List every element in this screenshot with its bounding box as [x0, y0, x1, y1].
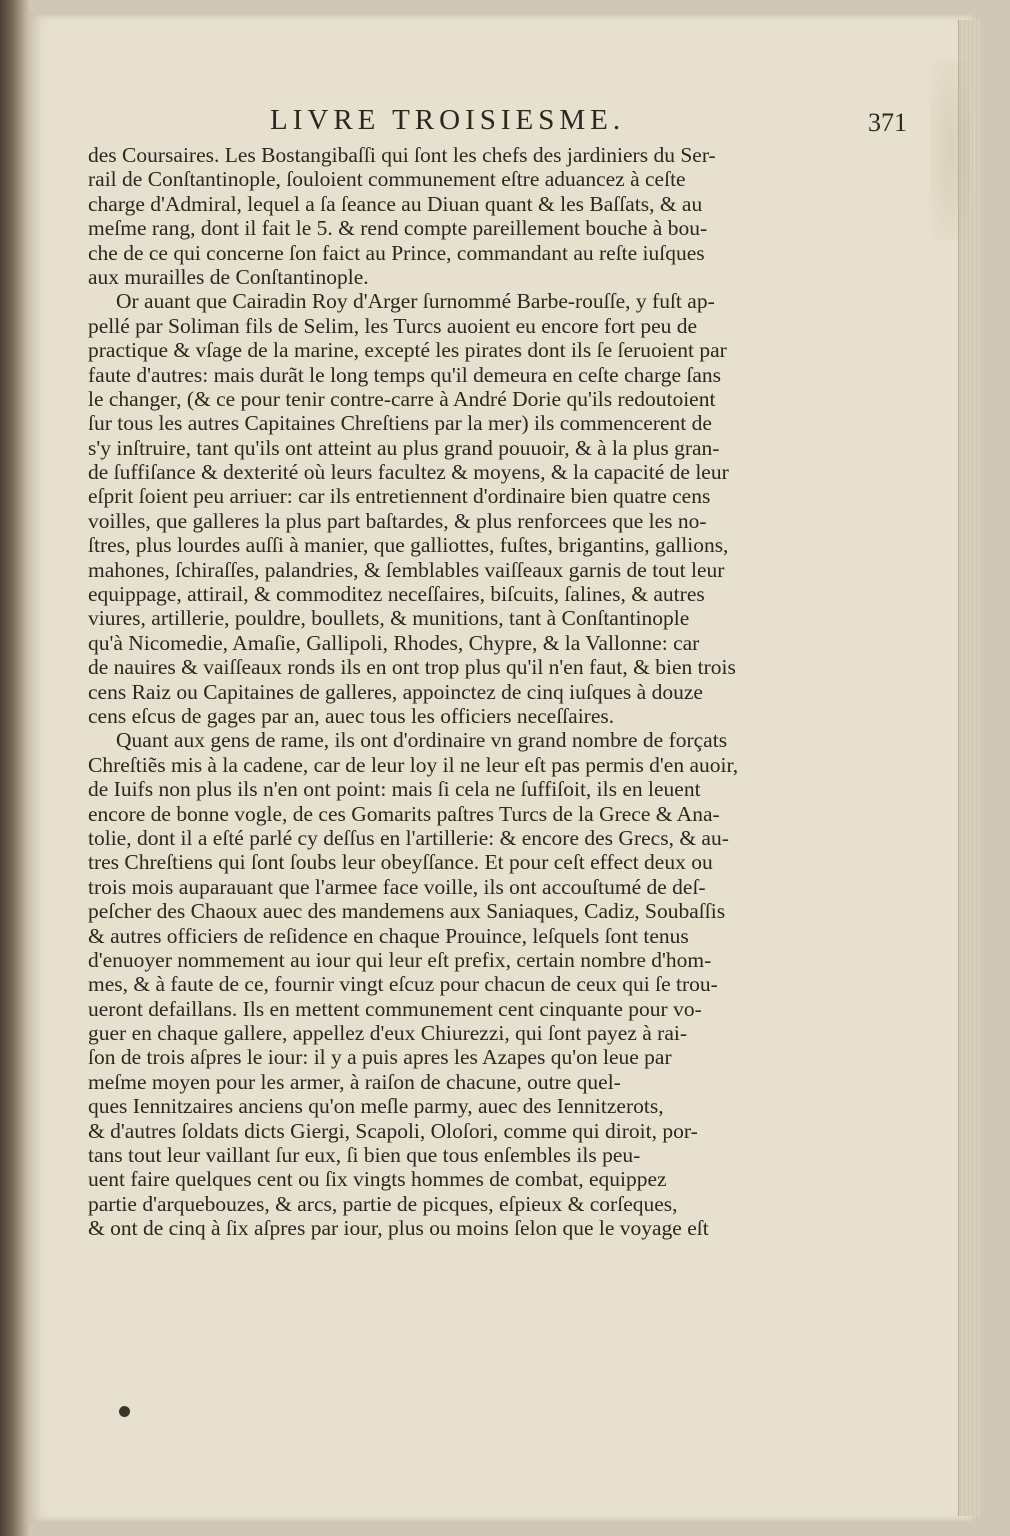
- text-line: qu'à Nicomedie, Amaſie, Gallipoli, Rhodes, Chypre, & la Vallonne: car: [88, 630, 700, 655]
- text-line: ques Iennitzaires anciens qu'on meſle parmy, auec des Iennitzerots,: [88, 1094, 664, 1119]
- text-line: Chreſtiẽs mis à la cadene, car de leur loy il ne leur eſt pas permis d'en auoir,: [88, 752, 739, 777]
- text-line: meſme rang, dont il fait le 5. & rend compte pareillement bouche à bou-: [88, 216, 708, 241]
- text-line: ſur tous les autres Capitaines Chreſtiens par la mer) ils commencerent de: [88, 411, 712, 436]
- text-line: Quant aux gens de rame, ils ont d'ordinaire vn grand nombre de forçats: [116, 728, 728, 753]
- text-line: eſprit ſoient peu arriuer: car ils entretiennent d'ordinaire bien quatre cens: [88, 484, 711, 509]
- text-line: cens eſcus de gages par an, auec tous les officiers neceſſaires.: [88, 703, 615, 728]
- text-line: de ſuffiſance & dexterité où leurs facultez & moyens, & la capacité de leur: [88, 460, 729, 485]
- text-line: practique & vſage de la marine, excepté les pirates dont ils ſe ſeruoient par: [88, 338, 727, 363]
- text-line: aux murailles de Conſtantinople.: [88, 264, 369, 289]
- text-line: & autres officiers de reſidence en chaque Prouince, leſquels ſont tenus: [88, 923, 689, 948]
- text-line: tolie, dont il a eſté parlé cy deſſus en l'artillerie: & encore des Grecs, & au-: [88, 825, 729, 850]
- text-line: cens Raiz ou Capitaines de galleres, appoinctez de cinq iuſques à douze: [88, 679, 703, 704]
- text-line: s'y inſtruire, tant qu'ils ont atteint au plus grand pouuoir, & à la plus gran-: [88, 435, 720, 460]
- text-line: tres Chreſtiens qui ſont ſoubs leur obeyſſance. Et pour ceſt effect deux ou: [88, 850, 713, 875]
- text-line: de Iuifs non plus ils n'en ont point: mais ſi cela ne ſuffiſoit, ils en leuent: [88, 777, 701, 802]
- text-line: encore de bonne vogle, de ces Gomarits paſtres Turcs de la Grece & Ana-: [88, 801, 720, 826]
- text-line: peſcher des Chaoux auec des mandemens aux Saniaques, Cadiz, Soubaſſis: [88, 899, 726, 924]
- text-line: meſme moyen pour les armer, à raiſon de chacune, outre quel-: [88, 1069, 621, 1094]
- page-number: 371: [868, 108, 907, 137]
- text-line: guer en chaque gallere, appellez d'eux Chiurezzi, qui ſont payez à rai-: [88, 1021, 688, 1046]
- text-line: equippage, attirail, & commoditez neceſſaires, biſcuits, ſalines, & autres: [88, 582, 705, 607]
- text-line: & ont de cinq à ſix aſpres par iour, plus ou moins ſelon que le voyage eſt: [88, 1216, 709, 1241]
- running-title: LIVRE TROISIESME.: [270, 104, 626, 136]
- text-line: ſtres, plus lourdes auſſi à manier, que galliottes, fuſtes, brigantins, gallions,: [88, 533, 729, 558]
- text-line: rail de Conſtantinople, ſouloient communement eſtre aduancez à ceſte: [88, 167, 686, 192]
- text-line: d'enuoyer nommement au iour qui leur eſt prefix, certain nombre d'hom-: [88, 947, 712, 972]
- text-line: ueront defaillans. Ils en mettent communement cent cinquante pour vo-: [88, 996, 702, 1021]
- text-line: Or auant que Cairadin Roy d'Arger ſurnommé Barbe-rouſſe, y fuſt ap-: [116, 289, 715, 314]
- text-line: uent faire quelques cent ou ſix vingts hommes de combat, equippez: [88, 1167, 667, 1192]
- text-line: de nauires & vaiſſeaux ronds ils en ont trop plus qu'il n'en faut, & bien trois: [88, 655, 736, 680]
- text-line: & d'autres ſoldats dicts Giergi, Scapoli, Oloſori, comme qui diroit, por-: [88, 1118, 698, 1143]
- text-line: che de ce qui concerne ſon faict au Prince, commandant au reſte iuſques: [88, 240, 705, 265]
- body-text: [88, 143, 968, 1241]
- text-line: mes, & à faute de ce, fournir vingt eſcuz pour chacun de ceux qui ſe trou-: [88, 972, 718, 997]
- text-line: des Coursaires. Les Bostangibaſſi qui ſont les chefs des jardiniers du Ser-: [88, 143, 716, 167]
- ink-spot-ornament: [119, 1406, 130, 1417]
- text-line: charge d'Admiral, lequel a ſa ſeance au Diuan quant & les Baſſats, & au: [88, 191, 703, 216]
- text-line: mahones, ſchiraſſes, palandries, & ſemblables vaiſſeaux garnis de tout leur: [88, 557, 725, 582]
- text-line: pellé par Soliman fils de Selim, les Turcs auoient eu encore fort peu de: [88, 313, 698, 338]
- text-line: viures, artillerie, pouldre, boullets, & munitions, tant à Conſtantinople: [88, 606, 690, 631]
- text-line: le changer, (& ce pour tenir contre-carre à André Dorie qu'ils redoutoient: [88, 386, 716, 411]
- text-line: partie d'arquebouzes, & arcs, partie de picques, eſpieux & corſeques,: [88, 1191, 678, 1216]
- text-line: voilles, que galleres la plus part baſtardes, & plus renforcees que les no-: [88, 508, 707, 533]
- text-line: ſon de trois aſpres le iour: il y a puis apres les Azapes qu'on leue par: [88, 1045, 672, 1070]
- text-line: trois mois auparauant que l'armee face voille, ils ont accouſtumé de deſ-: [88, 874, 706, 899]
- text-line: faute d'autres: mais durãt le long temps qu'il demeura en ceſte charge ſans: [88, 362, 722, 387]
- book-binding-edge: [0, 0, 30, 1536]
- text-line: tans tout leur vaillant ſur eux, ſi bien que tous enſembles ils peu-: [88, 1143, 641, 1168]
